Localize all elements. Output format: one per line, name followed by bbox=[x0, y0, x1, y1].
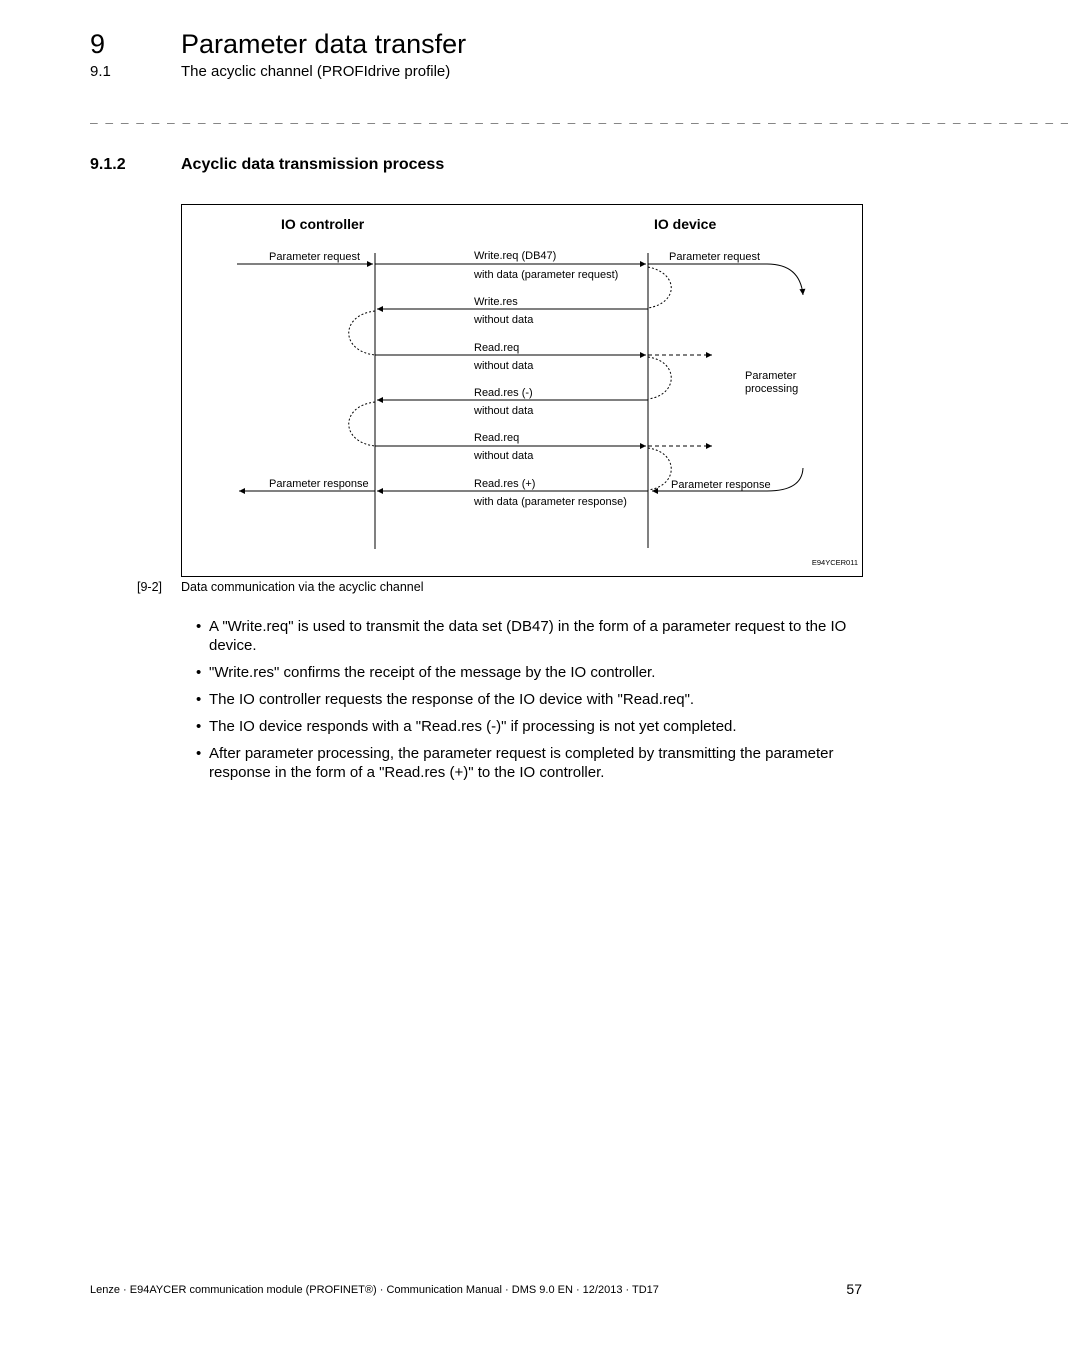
controller-loop-2 bbox=[349, 402, 375, 446]
chapter-number: 9 bbox=[90, 29, 106, 59]
msg-write-res-sub: without data bbox=[474, 314, 534, 326]
parameter-processing-line1: Parameter bbox=[745, 370, 797, 382]
list-item: • A "Write.req" is used to transmit the data set (DB47) in the form of a parameter request to the IO device. bbox=[196, 618, 847, 654]
sequence-diagram-svg bbox=[182, 205, 864, 578]
param-response-left-label: Parameter response bbox=[269, 478, 369, 490]
list-item: • The IO controller requests the response of the IO device with "Read.req". bbox=[196, 691, 695, 708]
msg-write-req-sub: with data (parameter request) bbox=[474, 269, 619, 281]
subsection-number: 9.1.2 bbox=[90, 156, 126, 173]
msg-read-res-pos-sub: with data (parameter response) bbox=[474, 496, 627, 508]
msg-read-req-1-sub: without data bbox=[474, 360, 534, 372]
bullet-dot: • bbox=[196, 745, 202, 762]
msg-read-req-2-label: Read.req bbox=[474, 432, 520, 444]
subsection-title: Acyclic data transmission process bbox=[181, 156, 445, 173]
param-request-right-label: Parameter request bbox=[669, 251, 761, 263]
bullet-dot: • bbox=[196, 718, 202, 735]
chapter-title: Parameter data transfer bbox=[181, 29, 467, 59]
header-separator: _ _ _ _ _ _ _ _ _ _ _ _ _ _ _ _ _ _ _ _ _ _ _ _ _ _ _ _ _ _ _ _ _ _ _ _ _ _ _ _ _ _ _ _ _ _ _ _ _ _ _ _ _ _ _ _ _ _ _ _ _ _ _ _ bbox=[90, 110, 1068, 125]
io-controller-heading: IO controller bbox=[281, 216, 365, 232]
section-title: The acyclic channel (PROFIdrive profile) bbox=[181, 63, 451, 80]
io-device-heading: IO device bbox=[654, 216, 717, 232]
list-item: • After parameter processing, the parameter request is completed by transmitting the parameter response in the form of a "Read.res (+)" to the IO controller. bbox=[196, 745, 834, 781]
msg-write-req-label: Write.req (DB47) bbox=[474, 250, 557, 262]
parameter-processing-line2: processing bbox=[745, 383, 799, 395]
figure-caption-number: [9-2] bbox=[137, 580, 163, 594]
section-number: 9.1 bbox=[90, 63, 111, 80]
page-number: 57 bbox=[846, 1281, 862, 1297]
bullet-dot: • bbox=[196, 618, 202, 635]
list-item: • "Write.res" confirms the receipt of the message by the IO controller. bbox=[196, 664, 656, 681]
bullet-dot: • bbox=[196, 691, 202, 708]
msg-read-req-1-label: Read.req bbox=[474, 342, 520, 354]
bullet-dot: • bbox=[196, 664, 202, 681]
device-loop-2 bbox=[648, 357, 671, 399]
acyclic-channel-diagram bbox=[181, 204, 863, 577]
figure-code: E94YCER011 bbox=[811, 558, 858, 567]
list-item: • The IO device responds with a "Read.res (-)" if processing is not yet completed. bbox=[196, 718, 737, 735]
msg-read-res-neg-sub: without data bbox=[474, 405, 534, 417]
device-loop-1 bbox=[648, 267, 671, 308]
param-response-right-label: Parameter response bbox=[671, 479, 771, 491]
device-loop-3 bbox=[648, 448, 671, 490]
msg-read-res-pos-label: Read.res (+) bbox=[474, 478, 536, 490]
msg-write-res-label: Write.res bbox=[474, 296, 518, 308]
figure-caption-text: Data communication via the acyclic channel bbox=[181, 580, 424, 594]
page-footer: Lenze · E94AYCER communication module (PROFINET®) · Communication Manual · DMS 9.0 EN · 12/2013 · TD17 bbox=[90, 1284, 659, 1296]
msg-read-req-2-sub: without data bbox=[474, 450, 534, 462]
controller-loop-1 bbox=[349, 311, 375, 355]
bullet-list bbox=[196, 617, 864, 790]
param-request-left-label: Parameter request bbox=[269, 251, 361, 263]
msg-read-res-neg-label: Read.res (-) bbox=[474, 387, 533, 399]
